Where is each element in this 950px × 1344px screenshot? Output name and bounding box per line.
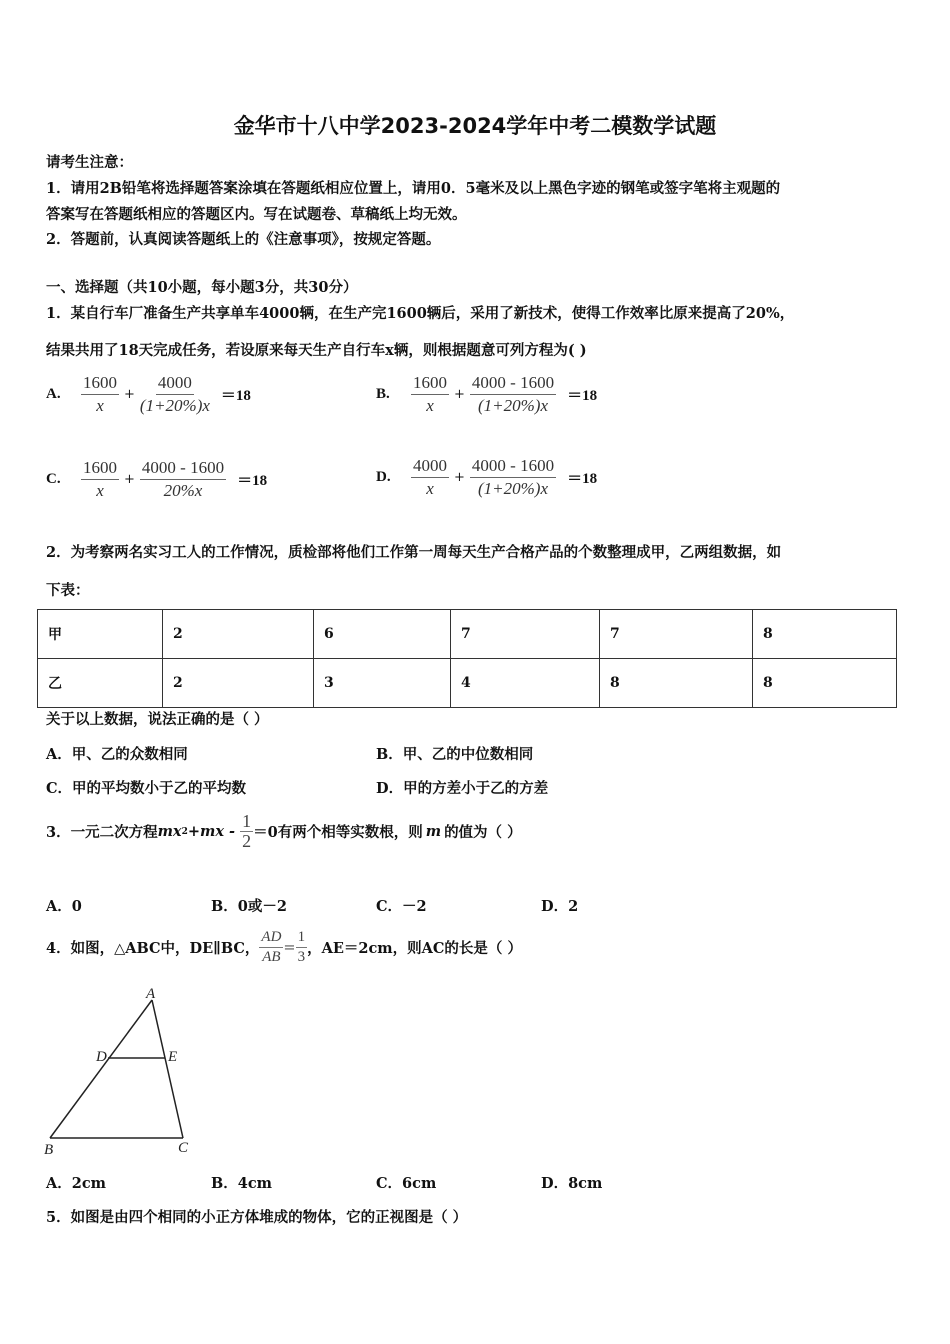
text: ＝0有两个相等实数根，则 <box>253 824 423 841</box>
table-cell: 7 <box>451 610 600 659</box>
fraction: $\frac{4000 - 1600}{(1+20\%)x}$ <box>471 373 555 415</box>
q2-option-a[interactable]: A．甲、乙的众数相同 <box>46 746 188 763</box>
q2-option-b[interactable]: B．甲、乙的中位数相同 <box>376 746 534 763</box>
question-2-text: 下表： <box>46 582 90 599</box>
table-cell: 3 <box>314 659 451 708</box>
q4-option-b[interactable]: B．4cm <box>211 1175 273 1192</box>
fraction: $\frac{AD}{AB}$ <box>261 929 282 965</box>
label-c: C <box>178 1140 189 1156</box>
math: mx <box>157 823 182 840</box>
fraction: $\frac{1600}{x}$ <box>83 373 117 415</box>
label-b: B <box>44 1142 54 1158</box>
table-cell: 8 <box>753 659 897 708</box>
side-ab <box>50 1000 152 1138</box>
question-2-text: 2．为考察两名实习工人的工作情况，质检部将他们工作第一周每天生产合格产品的个数整理成甲，乙两组数据，如 <box>46 544 782 561</box>
math: m <box>425 823 442 840</box>
text: 3．一元二次方程 <box>46 824 158 841</box>
equals: ＝18 <box>567 471 598 487</box>
fraction: $\frac{4000}{(1+20\%)x}$ <box>139 373 210 415</box>
plus-sign: + <box>124 472 135 487</box>
q4-option-c[interactable]: C．6cm <box>376 1175 437 1192</box>
equals: = <box>283 939 296 956</box>
math: +mx - <box>187 823 241 840</box>
notice-line: 答案写在答题纸相应的答题区内。写在试题卷、草稿纸上均无效。 <box>46 206 467 223</box>
table-cell: 2 <box>163 610 314 659</box>
fraction: $\frac{1600}{x}$ <box>83 458 117 500</box>
q4-option-a[interactable]: A．2cm <box>46 1175 107 1192</box>
page-title: 金华市十八中学2023-2024学年中考二模数学试题 <box>233 114 717 138</box>
plus-sign: + <box>454 387 465 402</box>
table-cell: 8 <box>600 659 753 708</box>
label-a: A <box>146 986 156 1002</box>
q3-option-a[interactable]: A．0 <box>46 898 82 915</box>
option-label: C. <box>46 471 61 487</box>
table-cell: 7 <box>600 610 753 659</box>
fraction: $\frac{1600}{x}$ <box>413 373 447 415</box>
q3-option-c[interactable]: C．－2 <box>376 898 427 915</box>
notice-heading: 请考生注意： <box>46 154 133 171</box>
text: ，AE＝2cm，则AC的长是（ ） <box>307 940 522 957</box>
label-d: D <box>96 1049 107 1065</box>
table-cell: 甲 <box>38 610 163 659</box>
question-2-prompt: 关于以上数据，说法正确的是（ ） <box>46 711 269 728</box>
section-heading: 一、选择题（共10小题，每小题3分，共30分） <box>46 279 358 296</box>
fraction: $\frac{1}{2}$ <box>242 811 252 851</box>
table-cell: 6 <box>314 610 451 659</box>
label-e: E <box>168 1049 178 1065</box>
option-label: A. <box>46 386 61 402</box>
text: 4．如图，△ABC中，DE∥BC， <box>46 940 260 957</box>
q2-option-d[interactable]: D．甲的方差小于乙的方差 <box>376 780 549 797</box>
equals: ＝18 <box>567 388 598 404</box>
notice-line: 1．请用2B铅笔将选择题答案涂填在答题纸相应位置上，请用0．5毫米及以上黑色字迹的钢笔或签字笔将主观题的 <box>46 180 781 197</box>
fraction: $\frac{1}{3}$ <box>297 929 306 965</box>
plus-sign: + <box>124 387 135 402</box>
equals: ＝18 <box>237 473 268 489</box>
option-label: B. <box>376 386 390 402</box>
math: 2 <box>181 826 188 837</box>
text: 的值为（ ） <box>444 824 522 841</box>
fraction: $\frac{4000}{x}$ <box>413 456 447 498</box>
option-label: D. <box>376 469 391 485</box>
table-cell: 2 <box>163 659 314 708</box>
fraction: $\frac{4000 - 1600}{(1+20\%)x}$ <box>471 456 555 498</box>
question-1-text: 结果共用了18天完成任务，若设原来每天生产自行车x辆，则根据题意可列方程为( ) <box>46 342 587 359</box>
q3-option-d[interactable]: D．2 <box>541 898 579 915</box>
table-cell: 8 <box>753 610 897 659</box>
q3-option-b[interactable]: B．0或－2 <box>211 898 287 915</box>
side-ac <box>152 1000 183 1138</box>
q4-option-d[interactable]: D．8cm <box>541 1175 603 1192</box>
q2-option-c[interactable]: C．甲的平均数小于乙的平均数 <box>46 780 247 797</box>
table-cell: 乙 <box>38 659 163 708</box>
notice-line: 2．答题前，认真阅读答题纸上的《注意事项》，按规定答题。 <box>46 231 441 248</box>
question-1-text: 1．某自行车厂准备生产共享单车4000辆，在生产完1600辆后，采用了新技术，使得工作效率比原来提高了20%， <box>46 305 795 322</box>
equals: ＝18 <box>220 388 251 404</box>
question-5-text: 5．如图是由四个相同的小正方体堆成的物体，它的正视图是（ ） <box>46 1209 468 1226</box>
fraction: $\frac{4000 - 1600}{20\%x}$ <box>141 458 225 500</box>
table-cell: 4 <box>451 659 600 708</box>
plus-sign: + <box>454 470 465 485</box>
